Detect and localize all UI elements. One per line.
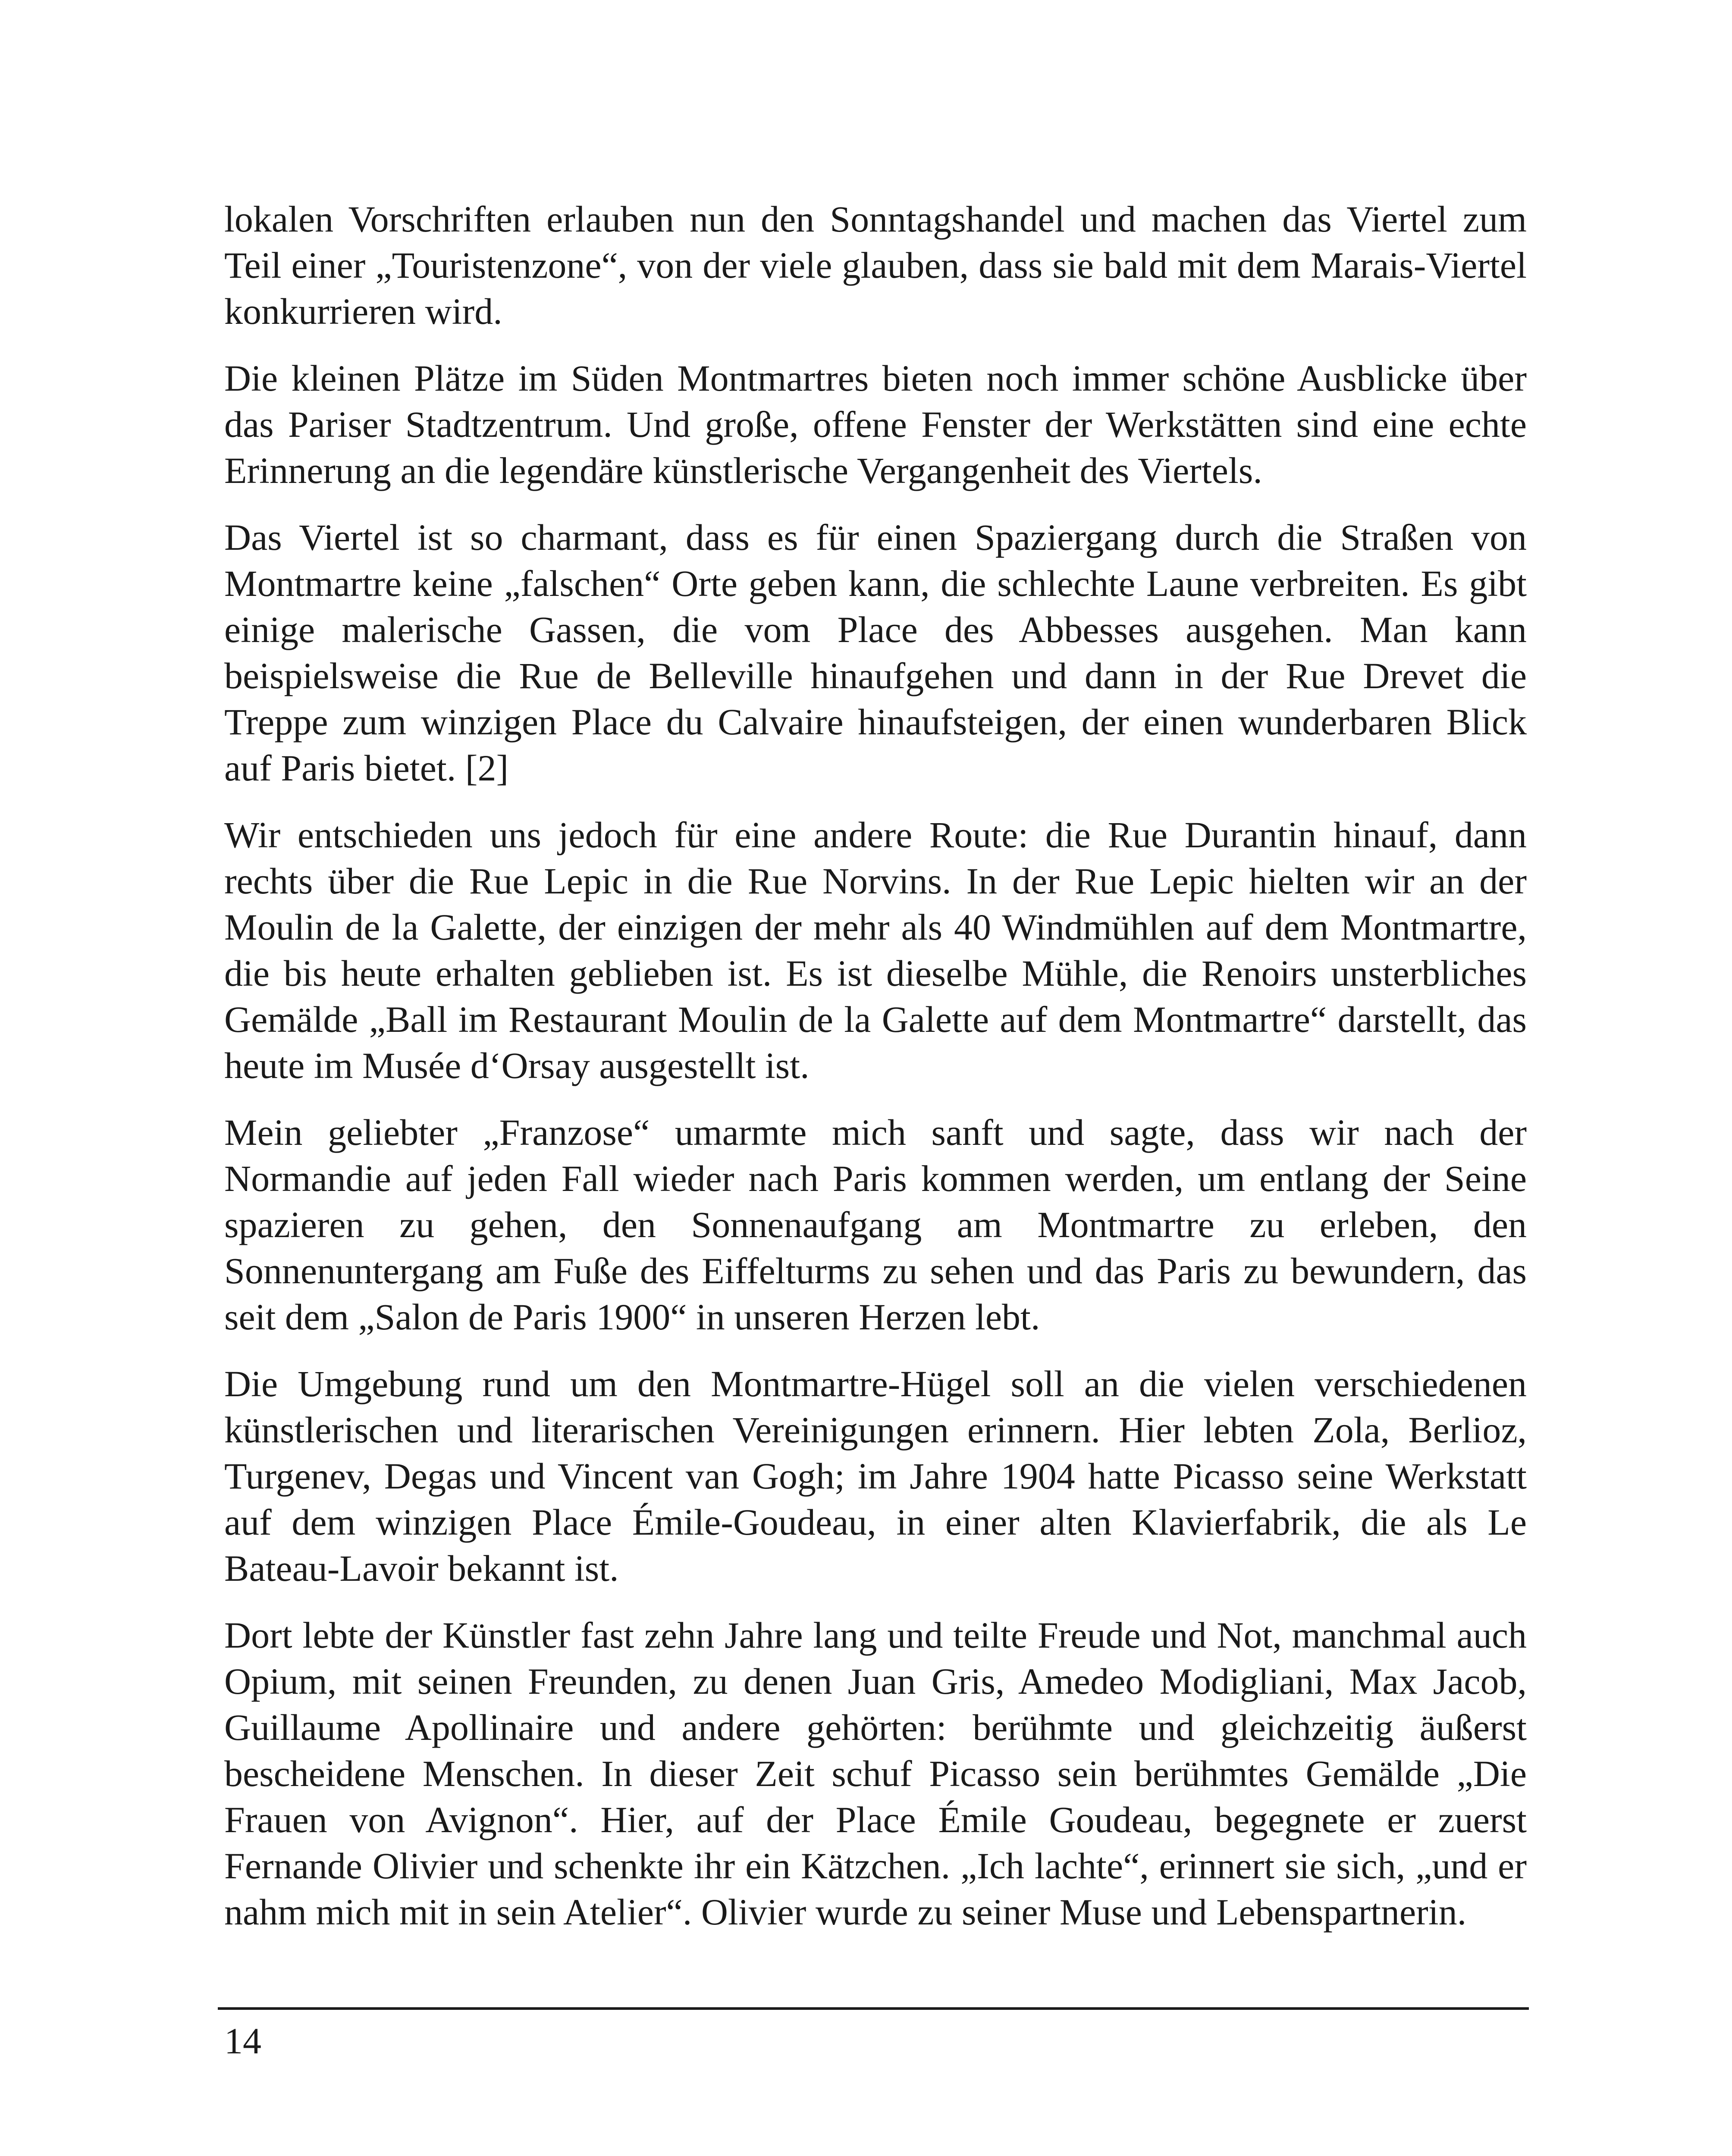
paragraph: Die kleinen Plätze im Süden Montmartres bieten noch immer schöne Ausblicke über das Pariser Stadtzentrum. Und große, offene Fenster der Werkstätten sind eine echte Erinnerung an die legendäre künstlerische Vergangenheit des Viertels. (224, 357, 1527, 491)
paragraph: Mein geliebter „Franzose“ umarmte mich sanft und sagte, dass wir nach der Normandie auf jeden Fall wieder nach Paris kommen werden, um entlang der Seine spazieren zu gehen, den Sonnenaufgang am Montmartre zu erleben, den Sonnenuntergang am Fuße des Eiffelturms zu sehen und das Paris zu bewundern, das seit dem „Salon de Paris 1900“ in unseren Herzen lebt. (224, 1112, 1527, 1338)
paragraph: lokalen Vorschriften erlauben nun den Sonntagshandel und machen das Viertel zum Teil einer „Touristenzone“, von der viele glauben, dass sie bald mit dem Marais-Viertel konkurrieren wird. (224, 198, 1527, 332)
page-number: 14 (224, 2020, 261, 2062)
paragraph: Die Umgebung rund um den Montmartre-Hügel soll an die vielen verschiedenen künstlerischen und literarischen Vereinigungen erinnern. Hier lebten Zola, Berlioz, Turgenev, Degas und Vincent van Gogh; im Jahre 1904 hatte Picasso seine Werkstatt auf dem winzigen Place Émile-Goudeau, in einer alten Klavierfabrik, die als Le Bateau-Lavoir bekannt ist. (224, 1363, 1527, 1589)
paragraph: Das Viertel ist so charmant, dass es für einen Spaziergang durch die Straßen von Montmartre keine „falschen“ Orte geben kann, die schlechte Laune verbreiten. Es gibt einige malerische Gassen, die vom Place des Abbesses ausgehen. Man kann beispielsweise die Rue de Belleville hinaufgehen und dann in der Rue Drevet die Treppe zum winzigen Place du Calvaire hinaufsteigen, der einen wunderbaren Blick auf Paris bietet. [2] (224, 517, 1527, 789)
paragraph: Dort lebte der Künstler fast zehn Jahre lang und teilte Freude und Not, manchmal auch Opium, mit seinen Freunden, zu denen Juan Gris, Amedeo Modigliani, Max Jacob, Guillaume Apollinaire und andere gehörten: berühmte und gleichzeitig äußerst bescheidene Menschen. In dieser Zeit schuf Picasso sein berühmtes Gemälde „Die Frauen von Avignon“. Hier, auf der Place Émile Goudeau, begegnete er zuerst Fernande Olivier und schenkte ihr ein Kätzchen. „Ich lachte“, erinnert sie sich, „und er nahm mich mit in sein Atelier“. Olivier wurde zu seiner Muse und Lebenspartnerin. (224, 1614, 1527, 1933)
body-text (224, 196, 1527, 1956)
footer-divider (218, 2007, 1529, 2010)
paragraph: Wir entschieden uns jedoch für eine andere Route: die Rue Durantin hinauf, dann rechts über die Rue Lepic in die Rue Norvins. In der Rue Lepic hielten wir an der Moulin de la Galette, der einzigen der mehr als 40 Windmühlen auf dem Montmartre, die bis heute erhalten geblieben ist. Es ist dieselbe Mühle, die Renoirs unsterbliches Gemälde „Ball im Restaurant Moulin de la Galette auf dem Montmartre“ darstellt, das heute im Musée d‘Orsay ausgestellt ist. (224, 814, 1527, 1086)
